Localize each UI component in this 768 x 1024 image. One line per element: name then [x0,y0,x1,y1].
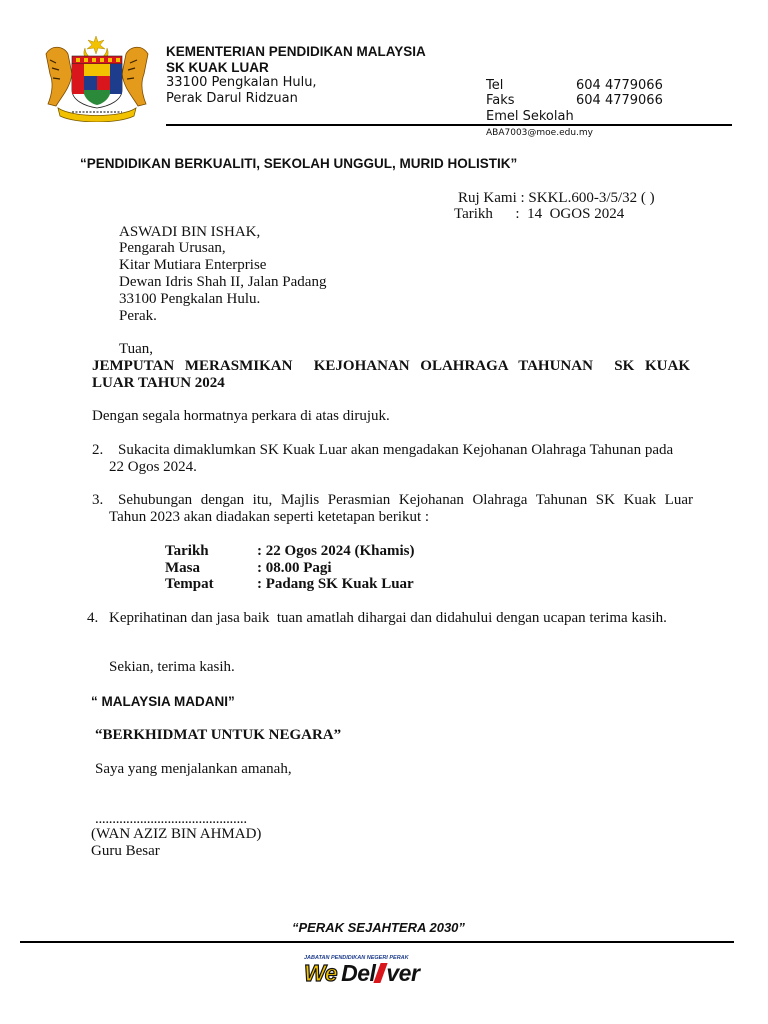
logo-del-text: Del [341,960,376,986]
fax-label: Faks [486,93,515,108]
footer-divider [20,941,734,943]
recipient-address2: 33100 Pengkalan Hulu. [119,291,261,307]
para4-number: 4. [87,610,99,626]
recipient-company: Kitar Mutiara Enterprise [119,257,267,273]
reference-date: Tarikh : 14 OGOS 2024 [454,206,625,222]
signatory-name: (WAN AZIZ BIN AHMAD) [91,826,262,842]
ministry-name: KEMENTERIAN PENDIDIKAN MALAYSIA [166,44,426,59]
tel-value: 604 4779066 [576,78,663,93]
subject-line1: JEMPUTAN MERASMIKAN KEJOHANAN OLAHRAGA TAHUNAN SK KUAK [92,358,690,374]
school-motto: “PENDIDIKAN BERKUALITI, SEKOLAH UNGGUL, MURID HOLISTIK” [80,156,518,171]
logo-ver-text: ver [386,960,420,986]
para3-number: 3. [92,492,104,508]
detail-value-masa: : 08.00 Pagi [257,560,332,576]
detail-value-tarikh: : 22 Ogos 2024 (Khamis) [257,543,415,559]
salutation: Tuan, [119,341,154,357]
address-line1: 33100 Pengkalan Hulu, [166,75,317,90]
slogan-berkhidmat: “BERKHIDMAT UNTUK NEGARA” [95,727,342,743]
trust-statement: Saya yang menjalankan amanah, [95,761,292,777]
footer-slogan: “PERAK SEJAHTERA 2030” [292,920,465,935]
recipient-title: Pengarah Urusan, [119,240,226,256]
para3-line1: Sehubungan dengan itu, Majlis Perasmian Kejohanan Olahraga Tahunan SK Kuak Luar [118,492,693,508]
tel-label: Tel [486,78,504,93]
para2-line2: 22 Ogos 2024. [109,459,197,475]
address-line2: Perak Darul Ridzuan [166,91,298,106]
email-value: ABA7003@moe.edu.my [486,128,593,138]
signature-line: ............................................ [95,811,247,827]
para3-line2: Tahun 2023 akan diadakan seperti ketetapan berikut : [109,509,430,525]
subject-line2: LUAR TAHUN 2024 [92,375,225,391]
detail-label-tempat: Tempat [165,576,214,592]
email-label: Emel Sekolah [486,109,574,124]
header-divider [166,124,732,126]
recipient-state: Perak. [119,308,157,324]
para2-line1: Sukacita dimaklumkan SK Kuak Luar akan mengadakan Kejohanan Olahraga Tahunan pada [118,442,674,458]
recipient-address1: Dewan Idris Shah II, Jalan Padang [119,274,327,290]
we-deliver-logo [302,955,462,989]
logo-word [304,960,419,986]
detail-label-tarikh: Tarikh [165,543,209,559]
fax-value: 604 4779066 [576,93,663,108]
slogan-malaysia-madani: “ MALAYSIA MADANI” [91,694,235,709]
logo-top-text: JABATAN PENDIDIKAN NEGERI PERAK [304,955,409,961]
detail-value-tempat: : Padang SK Kuak Luar [257,576,414,592]
school-name: SK KUAK LUAR [166,60,269,75]
intro-paragraph: Dengan segala hormatnya perkara di atas dirujuk. [92,408,390,424]
reference-number: Ruj Kami : SKKL.600-3/5/32 ( ) [458,190,655,206]
para4-text: Keprihatinan dan jasa baik tuan amatlah dihargai dan didahului dengan ucapan terima kasih. [109,610,667,626]
signatory-position: Guru Besar [91,843,160,859]
closing-text: Sekian, terima kasih. [109,659,235,675]
recipient-name: ASWADI BIN ISHAK, [119,224,261,240]
logo-we-text: We [304,960,338,986]
detail-label-masa: Masa [165,560,200,576]
para2-number: 2. [92,442,104,458]
coat-of-arms-logo [38,34,156,122]
